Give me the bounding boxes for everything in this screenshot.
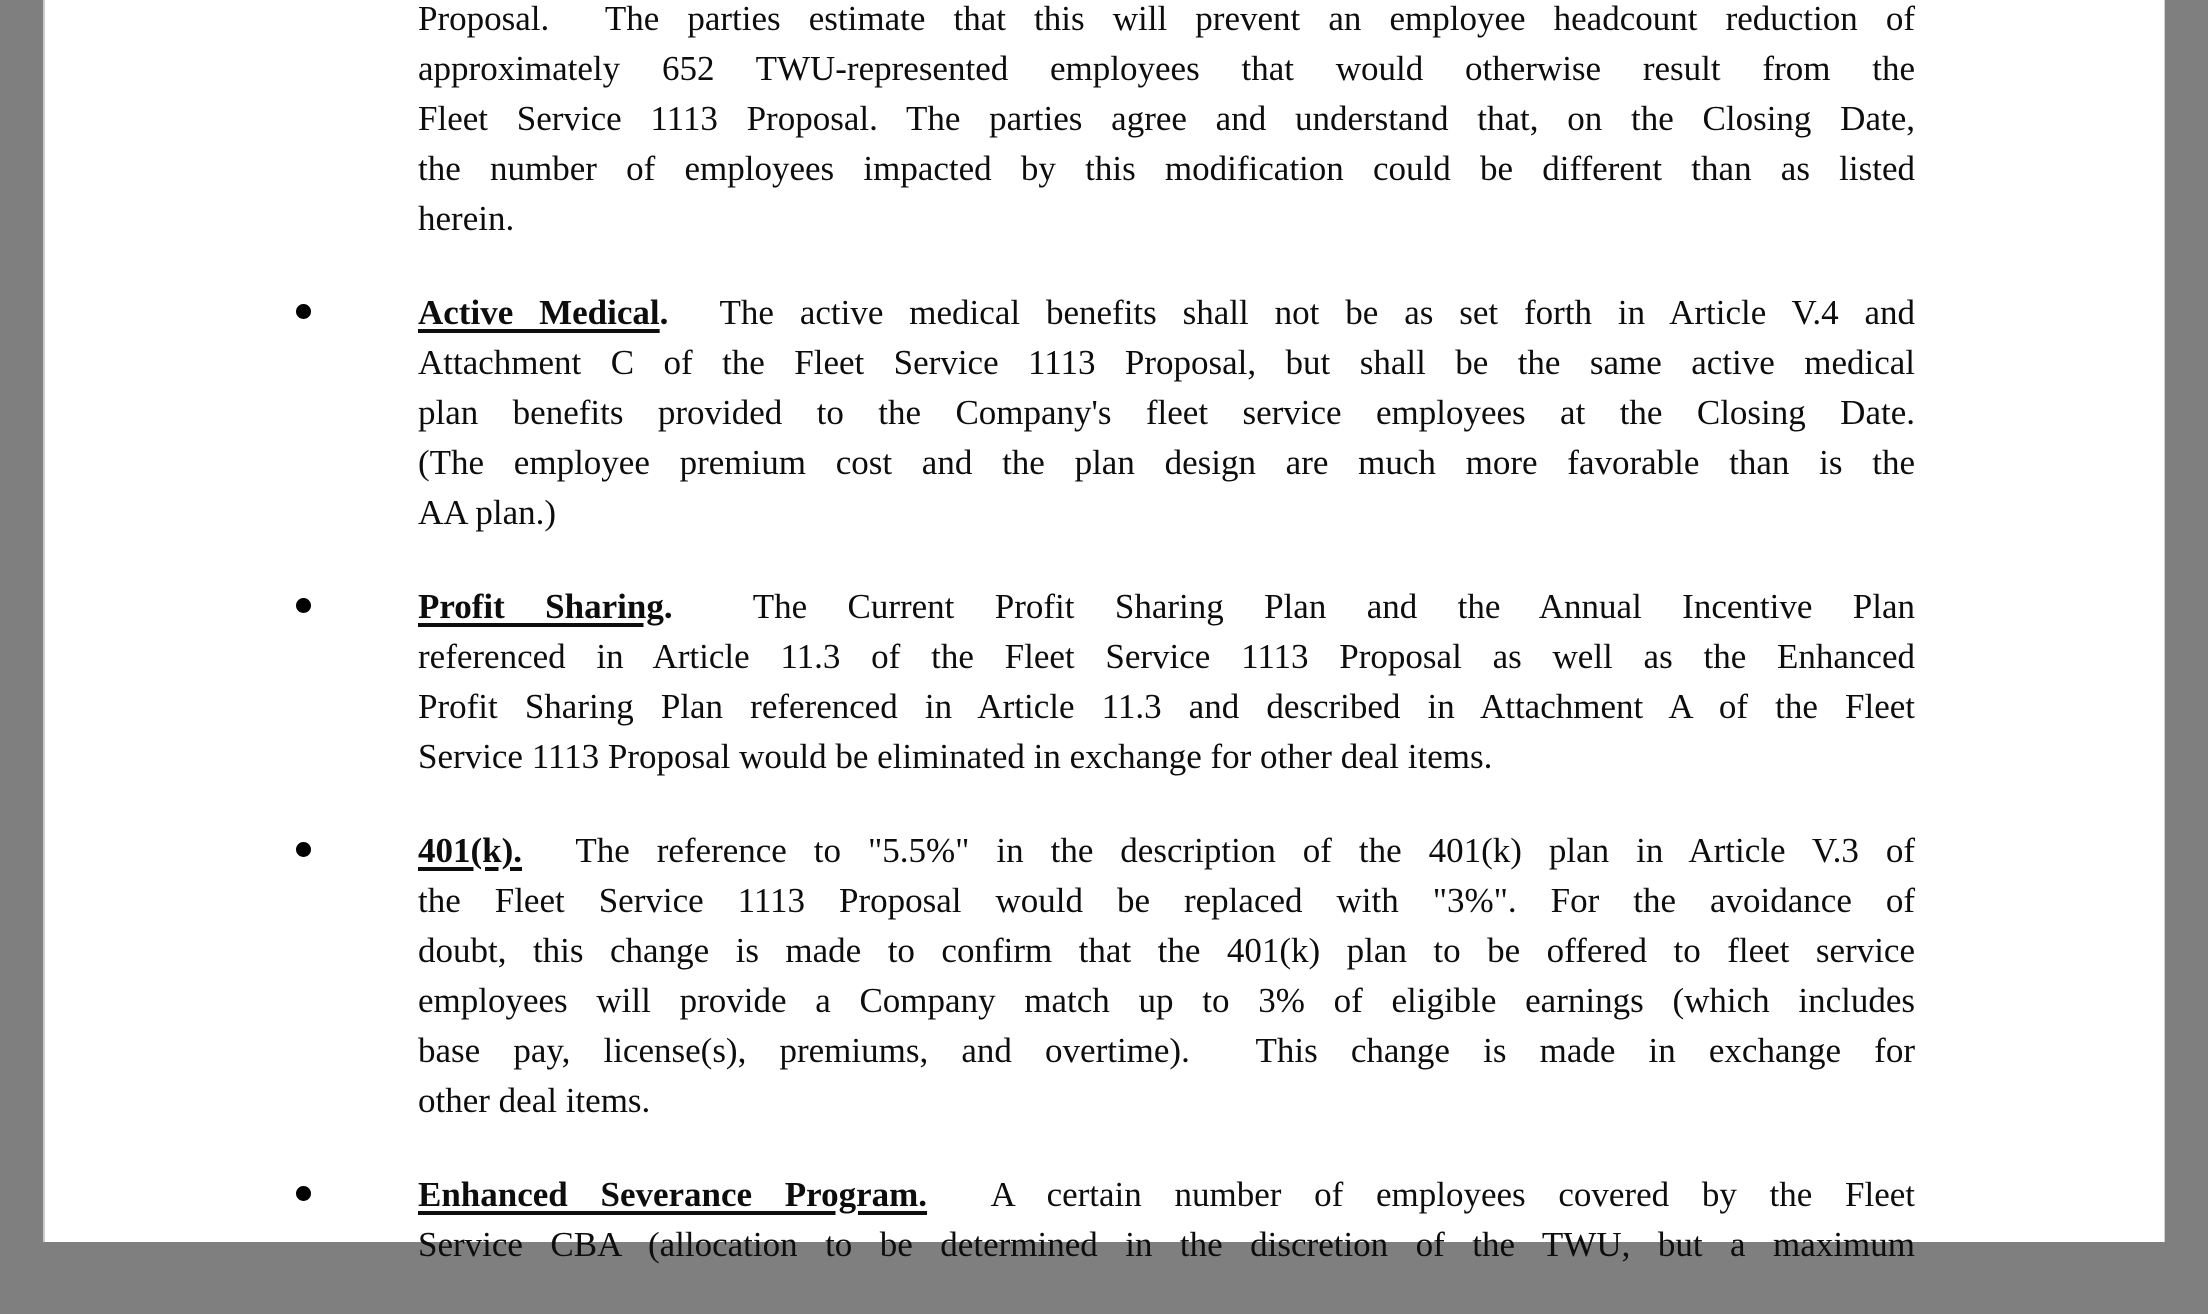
text-line: AA plan.) (418, 493, 557, 532)
bullet-icon (296, 598, 311, 613)
paragraph (418, 0, 1915, 244)
text-line: doubt, this change is made to confirm that the 401(k) plan to be offered to fleet service (418, 931, 1915, 970)
text-line: plan benefits provided to the Company's fleet service employees at the Closing Date. (418, 393, 1915, 432)
text-line: referenced in Article 11.3 of the Fleet Service 1113 Proposal as well as the Enhanced (418, 637, 1915, 676)
heading-suffix: . (663, 587, 673, 626)
text-line: Fleet Service 1113 Proposal. The parties agree and understand that, on the Closing Date, (418, 99, 1915, 138)
text-line: employees will provide a Company match up to 3% of eligible earnings (which includes (418, 981, 1915, 1020)
viewer-gutter-left (0, 0, 43, 1242)
line-text: The active medical benefits shall not be as set forth in Article V.4 and (668, 293, 1915, 332)
bullet-heading: Profit Sharing (418, 587, 664, 626)
text-line (418, 582, 1915, 632)
document-page (43, 0, 2165, 1264)
text-line: the number of employees impacted by this modification could be different than as listed (418, 149, 1915, 188)
text-line (418, 826, 1915, 876)
bullet-heading: 401(k). (418, 831, 523, 870)
bullet-paragraph (418, 582, 1915, 782)
document-body (418, 0, 1915, 1314)
text-line: base pay, license(s), premiums, and overtime). This change is made in exchange for (418, 1031, 1915, 1070)
bullet-icon (296, 304, 311, 319)
text-line: Attachment C of the Fleet Service 1113 Proposal, but shall be the same active medical (418, 343, 1915, 382)
heading-suffix: . (659, 293, 669, 332)
text-line (418, 288, 1915, 338)
text-line: herein. (418, 199, 515, 238)
line-text: A certain number of employees covered by the Fleet (927, 1175, 1915, 1214)
text-line: Service 1113 Proposal would be eliminated in exchange for other deal items. (418, 737, 1493, 776)
viewer-gutter-right (2165, 0, 2208, 1242)
text-line (418, 1170, 1915, 1220)
line-text: The reference to "5.5%" in the description of the 401(k) plan in Article V.3 of (522, 831, 1915, 870)
text-line: Proposal. The parties estimate that this will prevent an employee headcount reduction of (418, 0, 1915, 38)
bullet-icon (296, 842, 311, 857)
text-line: the Fleet Service 1113 Proposal would be replaced with "3%". For the avoidance of (418, 881, 1915, 920)
line-text: The Current Profit Sharing Plan and the Annual Incentive Plan (672, 587, 1915, 626)
text-line: Profit Sharing Plan referenced in Article 11.3 and described in Attachment A of the Fleet (418, 687, 1915, 726)
text-line: (The employee premium cost and the plan design are much more favorable than is the (418, 443, 1915, 482)
bullet-paragraph (418, 288, 1915, 538)
bullet-paragraph (418, 826, 1915, 1126)
bullet-heading: Active Medical (418, 293, 660, 332)
bullet-paragraph (418, 1170, 1915, 1270)
text-line: approximately 652 TWU-represented employees that would otherwise result from the (418, 49, 1915, 88)
text-line: other deal items. (418, 1081, 651, 1120)
text-line: Service CBA (allocation to be determined in the discretion of the TWU, but a maximum (418, 1225, 1915, 1264)
bullet-icon (296, 1186, 311, 1201)
bullet-heading: Enhanced Severance Program. (418, 1175, 928, 1214)
